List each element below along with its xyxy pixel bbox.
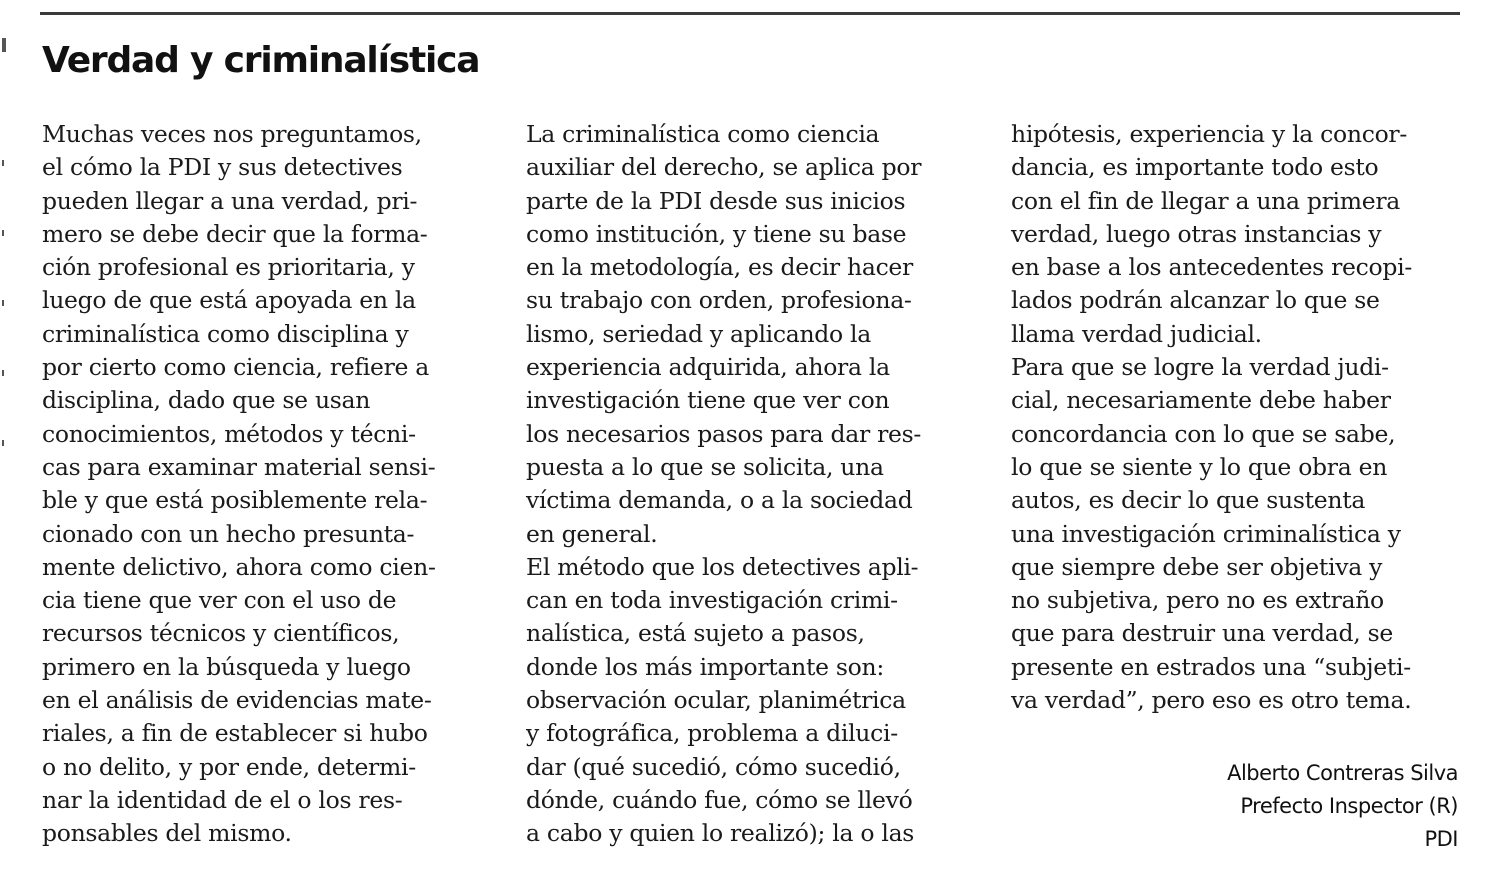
- text-line: recursos técnicos y científicos,: [42, 619, 400, 648]
- text-line: su trabajo con orden, profesiona-: [526, 286, 912, 315]
- text-line: verdad, luego otras instancias y: [1011, 219, 1382, 248]
- text-line: Para que se logre la verdad judi-: [1011, 353, 1389, 382]
- text-line: mero se debe decir que la forma-: [42, 219, 428, 248]
- text-line: cas para examinar material sensi-: [42, 452, 436, 481]
- text-line: donde los más importante son:: [526, 652, 884, 681]
- text-line: nalística, está sujeto a pasos,: [526, 619, 865, 648]
- top-rule: [40, 12, 1460, 15]
- text-line: cionado con un hecho presunta-: [42, 519, 415, 548]
- text-line: criminalística como disciplina y: [42, 319, 409, 348]
- text-line: en general.: [526, 519, 658, 548]
- signature-block: [1227, 757, 1458, 856]
- margin-mark: [2, 370, 4, 376]
- text-line: cia tiene que ver con el uso de: [42, 586, 397, 615]
- text-line: mente delictivo, ahora como cien-: [42, 552, 436, 581]
- text-line: va verdad”, pero eso es otro tema.: [1011, 686, 1412, 715]
- article-column-2: [526, 118, 986, 851]
- author-name: Alberto Contreras Silva: [1227, 761, 1458, 785]
- text-line: ponsables del mismo.: [42, 819, 292, 848]
- text-line: el cómo la PDI y sus detectives: [42, 153, 403, 182]
- text-line: dónde, cuándo fue, cómo se llevó: [526, 785, 913, 814]
- text-line: ble y que está posiblemente rela-: [42, 486, 428, 515]
- text-line: Muchas veces nos preguntamos,: [42, 120, 422, 148]
- text-line: dancia, es importante todo esto: [1011, 153, 1379, 182]
- text-line: o no delito, y por ende, determi-: [42, 752, 416, 781]
- text-line: cial, necesariamente debe haber: [1011, 386, 1391, 415]
- article-title: Verdad y criminalística: [42, 40, 480, 81]
- left-margin-marks: [0, 30, 10, 470]
- text-line: luego de que está apoyada en la: [42, 286, 416, 315]
- text-line: parte de la PDI desde sus inicios: [526, 186, 906, 215]
- margin-mark: [2, 230, 4, 236]
- text-line: no subjetiva, pero no es extraño: [1011, 586, 1384, 615]
- text-line: primero en la búsqueda y luego: [42, 652, 411, 681]
- text-line: que para destruir una verdad, se: [1011, 619, 1393, 648]
- text-line: nar la identidad de el o los res-: [42, 785, 403, 814]
- text-line: auxiliar del derecho, se aplica por: [526, 153, 922, 182]
- text-line: lo que se siente y lo que obra en: [1011, 452, 1388, 481]
- text-line: concordancia con lo que se sabe,: [1011, 419, 1396, 448]
- text-line: una investigación criminalística y: [1011, 519, 1401, 548]
- text-line: en la metodología, es decir hacer: [526, 253, 913, 282]
- text-line: como institución, y tiene su base: [526, 219, 907, 248]
- author-institution: PDI: [1424, 827, 1458, 851]
- text-line: pueden llegar a una verdad, pri-: [42, 186, 418, 215]
- text-line: observación ocular, planimétrica: [526, 686, 906, 715]
- text-line: El método que los detectives apli-: [526, 552, 919, 581]
- text-line: puesta a lo que se solicita, una: [526, 452, 884, 481]
- text-line: hipótesis, experiencia y la concor-: [1011, 120, 1407, 148]
- text-line: en base a los antecedentes recopi-: [1011, 253, 1412, 282]
- text-line: ción profesional es prioritaria, y: [42, 253, 415, 282]
- text-line: y fotográfica, problema a diluci-: [526, 719, 898, 748]
- text-line: disciplina, dado que se usan: [42, 386, 371, 415]
- margin-mark: [2, 38, 6, 52]
- text-line: riales, a fin de establecer si hubo: [42, 719, 428, 748]
- margin-mark: [2, 160, 4, 166]
- author-rank: Prefecto Inspector (R): [1240, 794, 1458, 818]
- article-column-3: [1011, 118, 1461, 717]
- margin-mark: [2, 300, 4, 306]
- text-line: a cabo y quien lo realizó); la o las: [526, 819, 915, 848]
- text-line: que siempre debe ser objetiva y: [1011, 552, 1383, 581]
- text-line: en el análisis de evidencias mate-: [42, 686, 432, 715]
- text-line: llama verdad judicial.: [1011, 319, 1262, 348]
- text-line: dar (qué sucedió, cómo sucedió,: [526, 752, 901, 781]
- text-line: con el fin de llegar a una primera: [1011, 186, 1401, 215]
- text-line: por cierto como ciencia, refiere a: [42, 353, 430, 382]
- text-line: conocimientos, métodos y técni-: [42, 419, 416, 448]
- text-line: investigación tiene que ver con: [526, 386, 890, 415]
- text-line: víctima demanda, o a la sociedad: [526, 486, 913, 515]
- margin-mark: [2, 440, 4, 446]
- article-column-1: [42, 118, 492, 851]
- text-line: can en toda investigación crimi-: [526, 586, 898, 615]
- text-line: autos, es decir lo que sustenta: [1011, 486, 1366, 515]
- text-line: presente en estrados una “subjeti-: [1011, 652, 1411, 681]
- text-line: los necesarios pasos para dar res-: [526, 419, 922, 448]
- text-line: La criminalística como ciencia: [526, 120, 880, 148]
- text-line: lismo, seriedad y aplicando la: [526, 319, 871, 348]
- text-line: experiencia adquirida, ahora la: [526, 353, 890, 382]
- text-line: lados podrán alcanzar lo que se: [1011, 286, 1380, 315]
